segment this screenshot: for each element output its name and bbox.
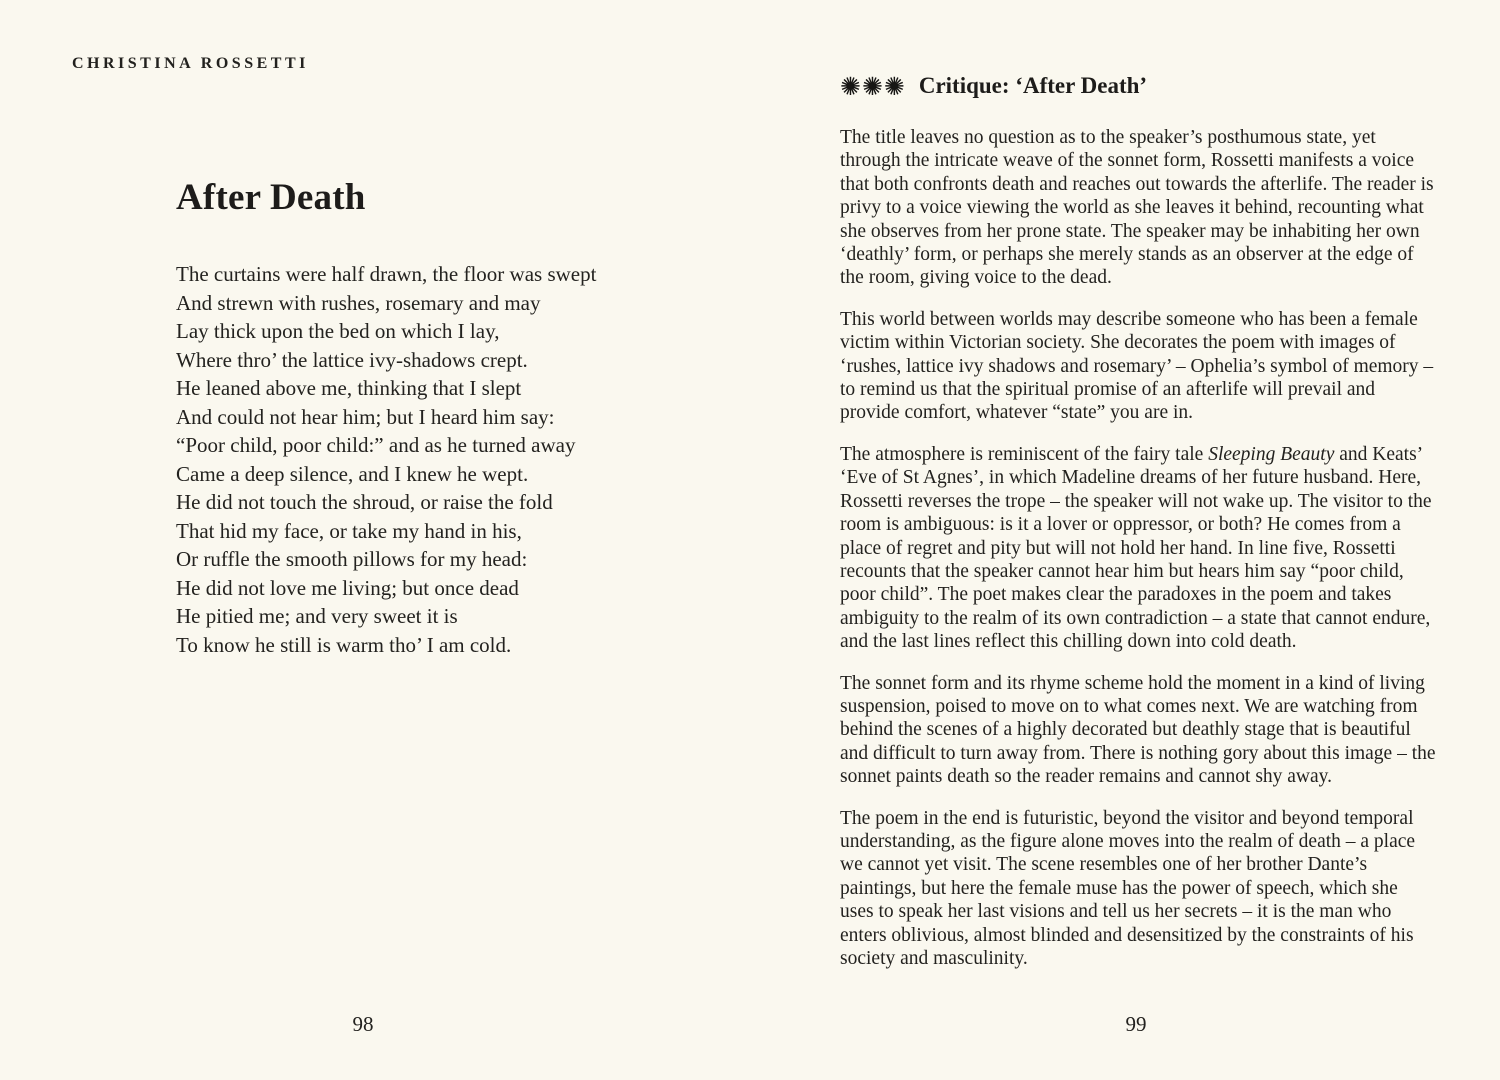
page-number-left: 98 <box>352 1012 374 1036</box>
poem-line: Came a deep silence, and I knew he wept. <box>176 461 529 486</box>
sunburst-stars-icon: ✺✺✺ <box>840 71 906 101</box>
critique-paragraph-3 <box>840 443 1436 654</box>
poem-line: And could not hear him; but I heard him say: <box>176 404 555 429</box>
poem-line: And strewn with rushes, rosemary and may <box>176 290 541 315</box>
poem-body <box>176 260 596 659</box>
right-page <box>750 0 1500 1080</box>
paragraph-text: The atmosphere is reminiscent of the fairy tale <box>840 443 1209 465</box>
italic-title-text: Sleeping Beauty <box>1208 443 1335 465</box>
critique-heading-text: Critique: ‘After Death’ <box>918 73 1148 98</box>
poem-line: To know he still is warm tho’ I am cold. <box>176 632 512 657</box>
running-header: CHRISTINA ROSSETTI <box>72 55 309 72</box>
poem-line: He pitied me; and very sweet it is <box>176 604 458 628</box>
poem-line: Lay thick upon the bed on which I lay, <box>176 319 500 343</box>
critique-paragraph-4 <box>840 672 1436 789</box>
poem-title: After Death <box>176 177 366 218</box>
poem-line: He did not love me living; but once dead <box>176 575 519 600</box>
poem-line: Or ruffle the smooth pillows for my head: <box>176 547 528 571</box>
poem-line: That hid my face, or take my hand in his, <box>176 518 522 543</box>
paragraph-text: The poem in the end is futuristic, beyond the visitor and beyond temporal understanding, as the figure alone moves into the realm of death – a place we cannot yet visit. The scene resembles one of her brother Dante’s paintings, but here the female muse has the power of speech, which she uses to speak her last visions and tell us her secrets – it is the man who enters oblivious, almost blinded and desensitized by the constraints of his society and masculinity. <box>840 807 1416 969</box>
critique-body <box>840 126 1436 988</box>
poem-line: He leaned above me, thinking that I slept <box>176 376 522 400</box>
poem-line: “Poor child, poor child:” and as he turned away <box>176 433 576 457</box>
page-number-right: 99 <box>1125 1012 1147 1036</box>
paragraph-text: and Keats’ ‘Eve of St Agnes’, in which Madeline dreams of her future husband. Here, Rossetti reverses the trope – the speaker will not wake up. The visitor to the room is ambiguous: is it a lover or oppressor, or both? He comes from a place of regret and pity but will not hold her hand. In line five, Rossetti recounts that the speaker cannot hear him but hears him say “poor child, poor child”. The poet makes clear the paradoxes in the poem and takes ambiguity to the realm of its own contradiction – a state that cannot endure, and the last lines reflect this chilling down into cold death. <box>840 443 1432 653</box>
critique-paragraph-2 <box>840 308 1436 425</box>
poem-line: Where thro’ the lattice ivy-shadows crept. <box>176 347 528 372</box>
critique-paragraph-1 <box>840 126 1436 290</box>
critique-heading <box>840 73 1147 99</box>
poem-line: The curtains were half drawn, the floor was swept <box>176 262 597 286</box>
critique-paragraph-5 <box>840 807 1436 971</box>
paragraph-text: This world between worlds may describe someone who has been a female victim within Victorian society. She decorates the poem with images of ‘rushes, lattice ivy shadows and rosemary’ – Ophelia’s symbol of memory – to remind us that the spiritual promise of an afterlife will prevail and provide comfort, whatever “state” you are in. <box>840 308 1434 424</box>
poem-line: He did not touch the shroud, or raise the fold <box>176 490 553 514</box>
paragraph-text: The sonnet form and its rhyme scheme hold the moment in a kind of living suspension, poised to move on to what comes next. We are watching from behind the scenes of a highly decorated but deathly stage that is beautiful and difficult to turn away from. There is nothing gory about this image – the sonnet paints death so the reader remains and cannot shy away. <box>840 672 1436 788</box>
paragraph-text: The title leaves no question as to the speaker’s posthumous state, yet through the intricate weave of the sonnet form, Rossetti manifests a voice that both confronts death and reaches out towards the afterlife. The reader is privy to a voice viewing the world as she leaves it behind, recounting what she observes from her prone state. The speaker may be inhabiting her own ‘deathly’ form, or perhaps she merely stands as an observer at the edge of the room, giving voice to the dead. <box>840 127 1434 289</box>
